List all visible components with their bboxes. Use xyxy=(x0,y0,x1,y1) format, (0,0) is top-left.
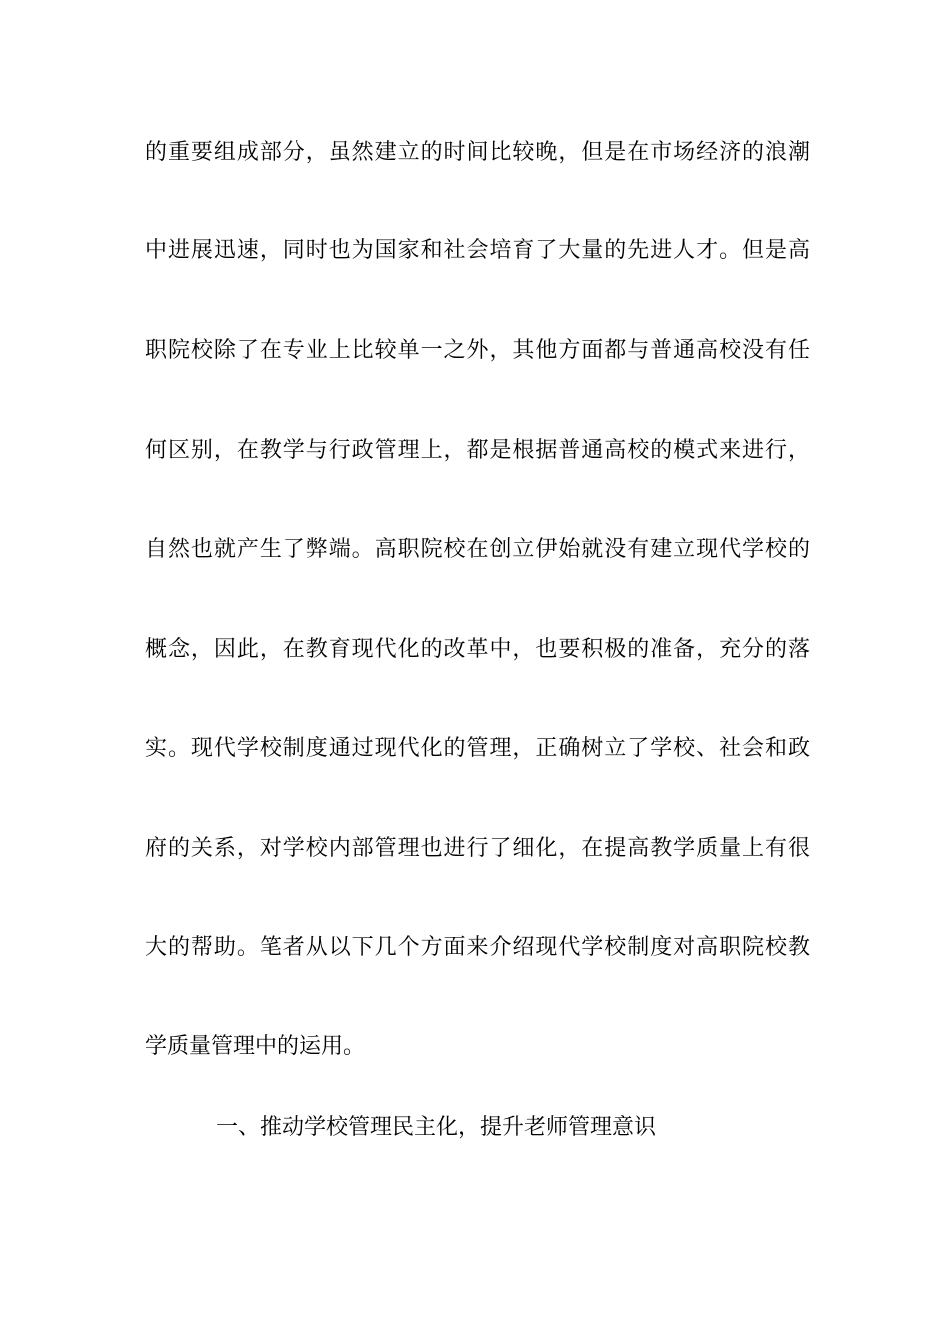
paragraph-line-2: 中进展迅速，同时也为国家和社会培育了大量的先进人才。但是高 xyxy=(145,238,810,263)
paragraph-line-3: 职院校除了在专业上比较单一之外，其他方面都与普通高校没有任 xyxy=(145,338,810,363)
paragraph-line-6: 概念，因此，在教育现代化的改革中，也要积极的准备，充分的落 xyxy=(145,637,810,662)
paragraph-line-9: 大的帮助。笔者从以下几个方面来介绍现代学校制度对高职院校教 xyxy=(145,935,810,960)
paragraph-line-1: 的重要组成部分，虽然建立的时间比较晚，但是在市场经济的浪潮 xyxy=(145,140,810,165)
section-heading: 一、推动学校管理民主化，提升老师管理意识 xyxy=(216,1115,657,1140)
paragraph-line-10: 学质量管理中的运用。 xyxy=(145,1034,366,1059)
paragraph-line-5: 自然也就产生了弊端。高职院校在创立伊始就没有建立现代学校的 xyxy=(145,537,810,562)
paragraph-line-4: 何区别，在教学与行政管理上，都是根据普通高校的模式来进行， xyxy=(145,438,810,463)
paragraph-line-7: 实。现代学校制度通过现代化的管理，正确树立了学校、社会和政 xyxy=(145,736,810,761)
paragraph-line-8: 府的关系，对学校内部管理也进行了细化，在提高教学质量上有很 xyxy=(145,836,810,861)
